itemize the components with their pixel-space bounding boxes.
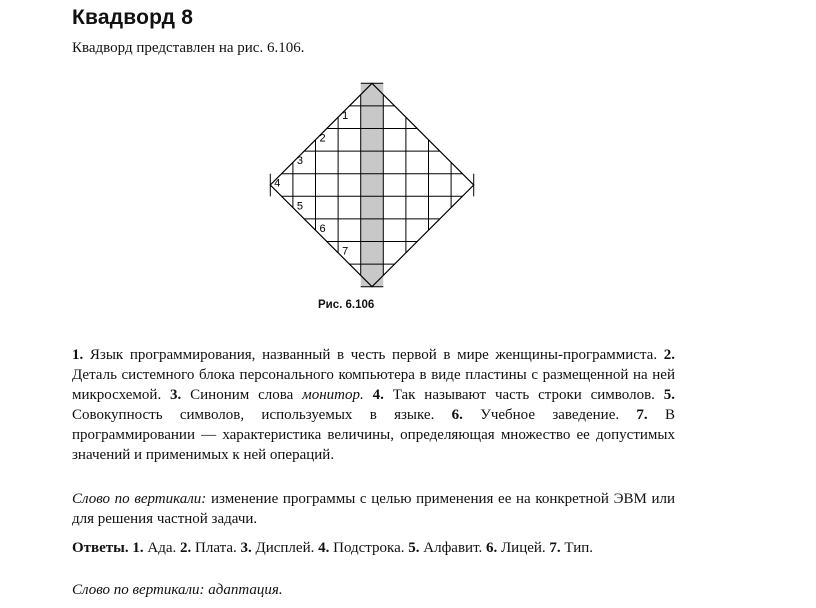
clues-paragraph bbox=[72, 345, 675, 465]
answer-text: Плата. bbox=[191, 540, 241, 556]
vertical-clue-label: Слово по вертикали: bbox=[72, 491, 207, 507]
row-number-2: 2 bbox=[319, 132, 326, 145]
figure-caption: Рис. 6.106 bbox=[318, 299, 375, 311]
clue-number: 5. bbox=[663, 387, 676, 403]
row-number-6: 6 bbox=[319, 222, 326, 235]
clue-text: Учебное заведение. bbox=[462, 407, 637, 423]
intro-text: Квадворд представлен на рис. 6.106. bbox=[72, 40, 305, 56]
row-number-3: 3 bbox=[296, 155, 304, 168]
clue-number: 3. bbox=[170, 387, 182, 403]
clue-text: Совокупность символов, используемых в языке. bbox=[72, 407, 452, 423]
vertical-answer: Слово по вертикали: адаптация. bbox=[72, 582, 283, 598]
answer-number: 2. bbox=[180, 540, 192, 556]
vertical-clue bbox=[72, 489, 675, 529]
clue-text: В программировании — характеристика величины, определяющая множество ее допустимых значений и применимых к ней операций. bbox=[72, 407, 675, 463]
answer-text: Дисплей. bbox=[251, 540, 319, 556]
answer-number: 7. bbox=[549, 540, 561, 556]
answer-text: Подстрока. bbox=[329, 540, 409, 556]
clue-text: Синоним слова bbox=[181, 387, 303, 403]
answer-number: 3. bbox=[240, 540, 252, 556]
answer-text: Ада. bbox=[143, 540, 180, 556]
clue-text: Язык программирования, названный в честь первой в мире женщины-программиста. bbox=[83, 347, 664, 363]
page-title: Квадворд 8 bbox=[72, 6, 194, 29]
answer-number: 6. bbox=[486, 540, 498, 556]
answer-text: Тип. bbox=[560, 540, 594, 556]
row-number-5: 5 bbox=[296, 200, 304, 213]
clue-number: 4. bbox=[372, 387, 384, 403]
answers-label: Ответы. bbox=[72, 540, 129, 556]
clue-text: Деталь системного блока персонального компьютера в виде пластины с размещенной на ней микросхемой. bbox=[72, 367, 675, 403]
clue-number: 1. bbox=[72, 347, 84, 363]
clue-number: 2. bbox=[663, 347, 675, 363]
vertical-clue-text: изменение программы с целью применения ее на конкретной ЭВМ или для решения частной задачи. bbox=[72, 491, 675, 527]
clue-number: 6. bbox=[451, 407, 463, 423]
clue-text: Так называют часть строки символов. bbox=[383, 387, 664, 403]
answer-text: Лицей. bbox=[497, 540, 550, 556]
answer-text: Алфавит. bbox=[419, 540, 486, 556]
row-number-7: 7 bbox=[342, 245, 349, 258]
row-number-1: 1 bbox=[342, 109, 349, 122]
answer-number: 1. bbox=[132, 540, 144, 556]
answers-paragraph bbox=[72, 538, 675, 558]
clue-italic-word: монитор. bbox=[302, 387, 364, 403]
vertical-word-column bbox=[361, 83, 384, 286]
answer-number: 5. bbox=[408, 540, 420, 556]
clue-text bbox=[364, 387, 373, 403]
answer-number: 4. bbox=[318, 540, 330, 556]
row-number-4: 4 bbox=[274, 177, 281, 190]
clue-number: 7. bbox=[636, 407, 648, 423]
